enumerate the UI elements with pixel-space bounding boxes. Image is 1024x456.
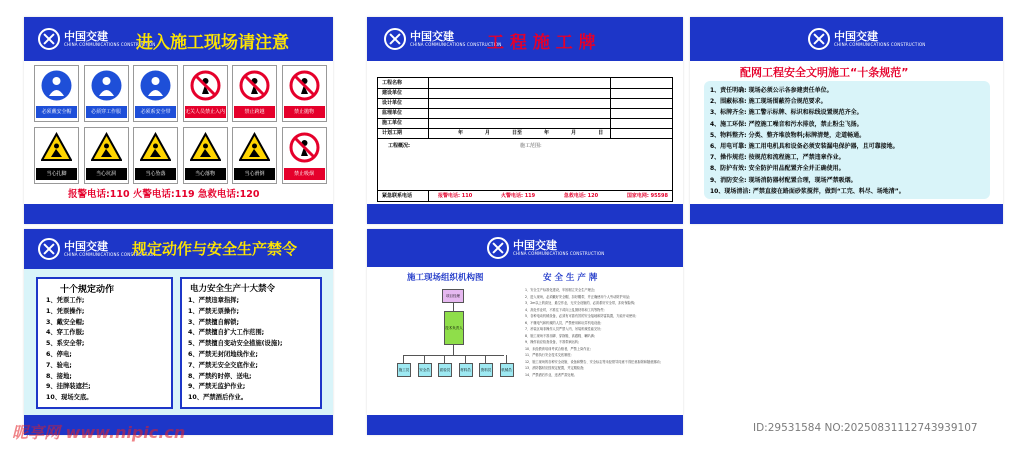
panel4-title: 规定动作与安全生产禁令	[132, 240, 298, 258]
brand-logo	[384, 28, 502, 50]
panel3-title: 配网工程安全文明施工“十条规范”	[740, 66, 909, 79]
sign-label: 必须戴安全帽	[36, 106, 77, 118]
safety-line: 2、进入现场，必须戴好安全帽，扣好帽带，并正确使用个人劳动防护用品;	[525, 294, 631, 299]
contact-phone: 报警电话: 110	[438, 193, 473, 199]
ban-item: 1、严禁违章指挥;	[188, 297, 239, 304]
brand-sub: CHINA COMMUNICATIONS CONSTRUCTION	[410, 42, 502, 47]
org-leaf-box: 机械员	[500, 363, 514, 377]
sign-label: 当心扎脚	[36, 168, 77, 180]
sign-label: 无关人员禁止入内	[185, 106, 226, 118]
slip-warning-icon	[239, 132, 270, 163]
org-line	[424, 355, 425, 363]
ban-item: 1、严禁无票操作;	[188, 307, 239, 315]
ban-item: 8、严禁约时停、送电;	[188, 372, 252, 380]
brand-name: 中国交建	[834, 30, 878, 43]
no-throwing-icon	[289, 70, 320, 101]
brand-mark-icon	[38, 28, 60, 50]
overview-label: 工程概况:	[388, 143, 410, 149]
ban-item: 7、严禁无安全交底作业;	[188, 361, 258, 369]
safety-line: 8、施工现场不准赤脚、穿拖鞋、高跟鞋、喇叭裤;	[525, 333, 596, 338]
footer-band	[24, 204, 333, 224]
safety-line: 9、操作前应检查设备，不准带病运转;	[525, 340, 580, 344]
panel-site-notice	[24, 17, 333, 224]
period-unit: 日	[598, 130, 604, 136]
action-item: 6、停电;	[46, 350, 72, 358]
site-watermark: 昵享网 www.nipic.cn	[12, 423, 186, 442]
action-item: 4、穿工作服;	[46, 329, 85, 337]
info-row-label: 工程名称	[382, 80, 403, 86]
period-unit: 年	[544, 130, 550, 136]
hard-hat-icon	[41, 70, 72, 101]
ban-item: 3、严禁擅自解锁;	[188, 318, 239, 326]
action-item: 8、接地;	[46, 372, 72, 380]
safety-sign	[34, 65, 79, 122]
panel1-title: 进入施工现场请注意	[136, 33, 289, 53]
sign-label: 当心坑洞	[86, 168, 127, 180]
action-item: 9、挂牌装遮拦;	[46, 383, 91, 391]
period-unit: 月	[485, 130, 491, 136]
brand-name: 中国交建	[64, 240, 108, 253]
safety-sign	[232, 65, 277, 122]
rule-item: 4、施工环保: 严控施工噪音和污水排放，禁止粉尘飞扬。	[710, 120, 863, 128]
contact-phone: 火警电话: 119	[500, 193, 536, 199]
brand-mark-icon	[808, 28, 830, 50]
org-line	[444, 355, 445, 363]
rule-item: 2、围蔽标准: 施工现场围蔽符合规范要求。	[710, 98, 827, 106]
action-item: 10、现场交底。	[46, 394, 93, 402]
action-item: 3、戴安全帽;	[46, 318, 85, 326]
safety-line: 3、2m以上的高处、悬空作业，无安全设施的，必须系好安全带，扣好保险钩;	[525, 301, 636, 305]
org-leaf-box: 安全员	[418, 363, 432, 377]
action-item: 1、凭票工作;	[46, 297, 85, 304]
org-line	[465, 355, 466, 363]
brand-sub: CHINA COMMUNICATIONS CONSTRUCTION	[834, 42, 926, 47]
project-info-table	[377, 77, 673, 202]
action-item: 5、系安全带;	[46, 340, 85, 348]
org-line	[485, 355, 486, 363]
panel-org-safety	[367, 229, 683, 435]
safety-rules-text	[525, 287, 675, 378]
contact-phone: 国家电网: 95598	[626, 193, 668, 199]
sign-label: 禁止跨越	[234, 106, 275, 118]
sign-label: 禁止抛物	[284, 106, 325, 118]
contact-phone: 急救电话: 120	[563, 193, 599, 199]
rule-item: 9、消防安全: 现场消防器材配置合理，现场严禁吸烟。	[710, 176, 857, 184]
ban-item: 5、严禁擅自变动安全措施(设施);	[188, 340, 283, 348]
contact-label: 紧急联系电话	[382, 193, 413, 199]
emergency-phones: 报警电话:110 火警电话:119 急救电话:120	[68, 189, 260, 200]
org-line	[506, 355, 507, 363]
safety-sign	[133, 65, 178, 122]
safety-sign	[34, 127, 79, 184]
safety-line: 12、施工现场的各种安全设施、设备和警告、安全标志等未经领导同意不得任意拆除和随意挪动;	[525, 359, 661, 364]
panel2-title: 工 程 施 工 牌	[487, 33, 596, 53]
org-line	[403, 355, 404, 363]
id-watermark: ID:29531584 NO:20250831112743939107	[753, 422, 978, 434]
org-top-box: 项目经理	[442, 289, 464, 303]
ten-bans-title: 电力安全生产十大禁令	[190, 284, 276, 294]
falling-object-icon	[190, 132, 221, 163]
ten-actions-title: 十个规定动作	[60, 285, 115, 295]
nail-warning-icon	[41, 132, 72, 163]
safety-sign	[282, 65, 327, 122]
panel-actions-bans	[24, 229, 333, 435]
footer-band	[367, 415, 683, 435]
brand-mark-icon	[487, 237, 509, 259]
safety-sign	[232, 127, 277, 184]
info-row-label: 监理单位	[382, 110, 403, 116]
brand-sub: CHINA COMMUNICATIONS CONSTRUCTION	[513, 251, 605, 256]
contact-row	[378, 190, 672, 201]
org-line	[453, 345, 454, 355]
info-row-label: 建设单位	[382, 90, 403, 96]
org-mid-box: 技术负责人	[444, 311, 464, 345]
sign-label: 当心滑倒	[234, 168, 275, 180]
period-row	[378, 128, 672, 139]
rule-item: 5、物料整齐: 分类、整齐堆放物料;标牌清楚，走道畅通。	[710, 131, 866, 139]
safety-line: 13、消防器材应按规定配置，并定期检查;	[525, 366, 585, 370]
action-item: 1、凭票操作;	[46, 307, 85, 315]
brand-name: 中国交建	[513, 239, 557, 252]
safety-sign	[183, 127, 228, 184]
brand-mark-icon	[384, 28, 406, 50]
org-leaf-box: 质检员	[438, 363, 452, 377]
sign-label: 禁止吸烟	[284, 168, 325, 180]
brand-name: 中国交建	[410, 30, 454, 43]
safety-sign	[84, 127, 129, 184]
rule-item: 3、标牌齐全: 施工警示标牌、标识和标线设置规范齐全。	[710, 109, 863, 117]
hole-warning-icon	[91, 132, 122, 163]
brand-logo	[808, 28, 926, 50]
rule-item: 10、现场清洁: 严禁直接在路面砂浆搅拌，做到“工完、料尽、场地清”。	[710, 187, 905, 195]
no-crossing-icon	[239, 70, 270, 101]
safety-line: 11、严格执行安全技术交底制度;	[525, 353, 572, 357]
safety-sign	[84, 65, 129, 122]
ten-bans-list	[188, 296, 283, 404]
safety-line: 4、高处作业时，不准往下或向上乱抛材料和工具等物件;	[525, 307, 605, 312]
safety-sign	[282, 127, 327, 184]
safety-line: 5、各种电动机械设备，必须有可靠有效的安全接地和防雷装置，方能开动使用;	[525, 314, 637, 318]
sign-label: 必须穿工作服	[86, 106, 127, 118]
safety-line: 10、未经教育培训考试合格者，严禁上岗作业;	[525, 346, 591, 351]
sign-label: 当心落物	[185, 168, 226, 180]
brand-logo	[487, 237, 605, 259]
rule-item: 7、操作规范: 按规范和流程施工，严禁违章作业。	[710, 154, 845, 162]
safety-line: 7、吊装区域非操作人员严禁入内，吊装机械性能完好;	[525, 327, 602, 331]
brand-sub: CHINA COMMUNICATIONS CONSTRUCTION	[64, 252, 156, 257]
brand-sub: CHINA COMMUNICATIONS CONSTRUCTION	[64, 42, 156, 47]
org-leaf-box: 施工员	[397, 363, 411, 377]
safety-line: 6、不懂电气和机械的人员，严禁使用和玩弄机电设备;	[525, 320, 602, 325]
work-clothes-icon	[91, 70, 122, 101]
ten-actions-list	[46, 296, 93, 404]
period-label: 计划工期	[382, 130, 403, 136]
sign-label: 当心坠落	[135, 168, 176, 180]
org-leaf-box: 材料员	[459, 363, 473, 377]
no-entry-person-icon	[190, 70, 221, 101]
footer-band	[690, 204, 1003, 224]
overview-value: 施工范围:	[520, 143, 542, 149]
safety-line: 1、安全生产标准化建设，牢固树立安全生产理念;	[525, 288, 596, 292]
org-leaf-box: 资料员	[479, 363, 493, 377]
info-row-label: 设计单位	[382, 100, 403, 106]
ban-item: 6、严禁无封闭地线作业;	[188, 350, 258, 358]
safety-sign	[183, 65, 228, 122]
safety-harness-icon	[140, 70, 171, 101]
rule-item: 8、防护有效: 安全防护用品配置齐全并正确使用。	[710, 165, 845, 173]
period-unit: 日至	[512, 130, 523, 136]
org-hline	[403, 355, 504, 356]
sign-label: 必须系安全带	[135, 106, 176, 118]
ban-item: 4、严禁擅自扩大工作范围;	[188, 329, 265, 337]
footer-band	[367, 204, 683, 224]
panel-project-board	[367, 17, 683, 224]
rule-item: 1、责任明确: 现场必须公示各参建责任单位。	[710, 87, 833, 94]
rules-list	[710, 85, 905, 197]
ban-item: 10、严禁酒后作业。	[188, 394, 248, 402]
rule-item: 6、用电可靠: 施工用电机具和设备必须安装漏电保护器，且可靠接地。	[710, 143, 899, 151]
period-unit: 月	[571, 130, 577, 136]
org-chart-title: 施工现场组织机构图	[407, 273, 484, 283]
safety-line: 14、严禁酒后作业，违者严肃处理。	[525, 372, 577, 377]
ban-item: 9、严禁无监护作业;	[188, 383, 246, 391]
org-line	[453, 303, 454, 311]
brand-name: 中国交建	[64, 30, 108, 43]
panel-ten-rules	[690, 17, 1003, 224]
safety-sign	[133, 127, 178, 184]
fall-warning-icon	[140, 132, 171, 163]
brand-mark-icon	[38, 238, 60, 260]
no-smoking-icon	[289, 132, 320, 163]
period-unit: 年	[458, 130, 464, 136]
safety-board-title: 安 全 生 产 牌	[543, 273, 598, 283]
action-item: 7、验电;	[46, 361, 72, 369]
info-row-label: 施工单位	[382, 120, 403, 126]
